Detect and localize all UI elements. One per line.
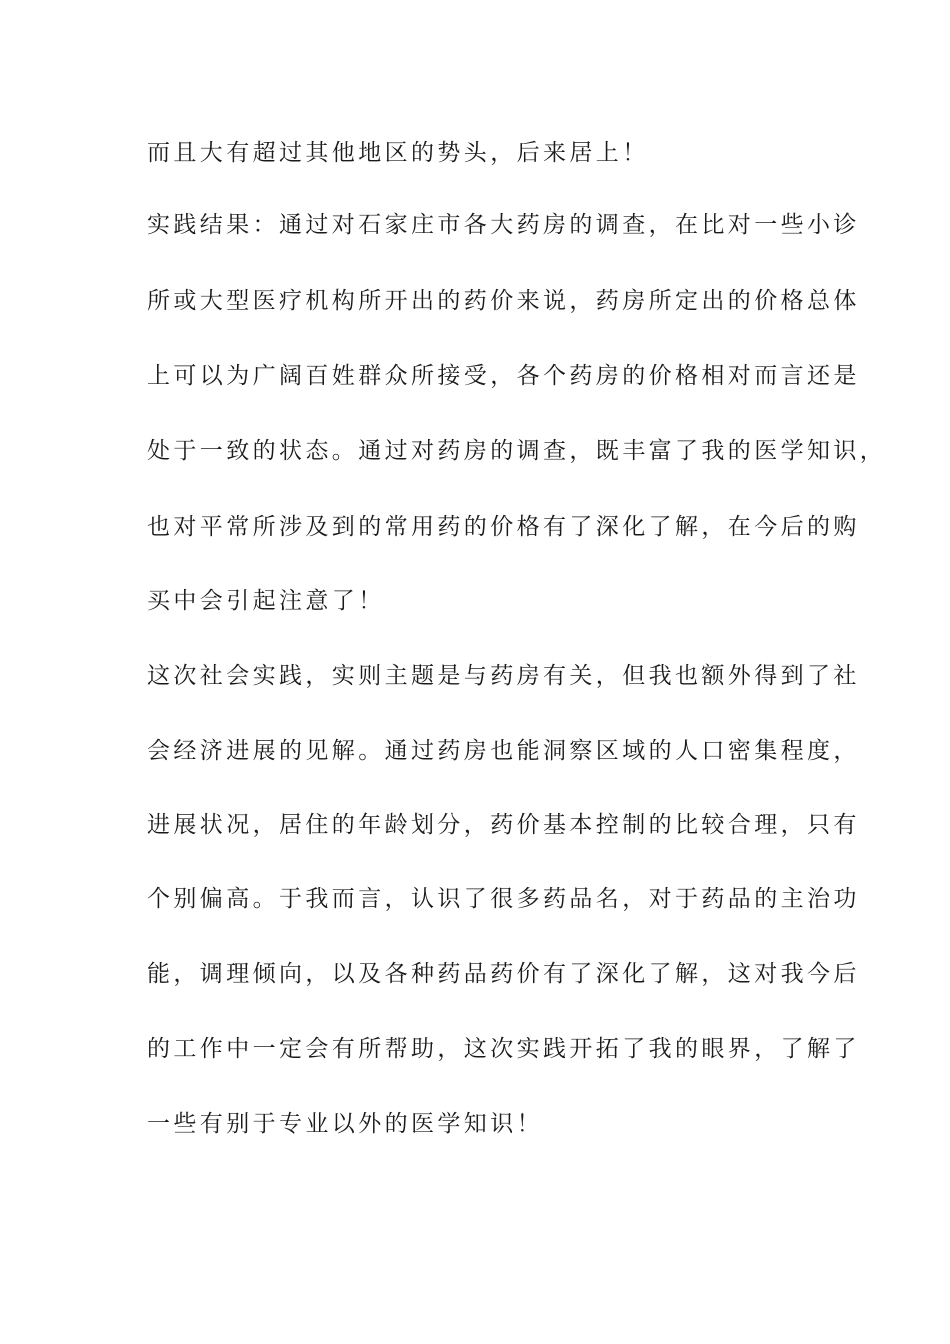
text-line: 进展状况，居住的年龄划分，药价基本控制的比较合理，只有 <box>147 812 860 838</box>
text-line: 也对平常所涉及到的常用药的价格有了深化了解，在今后的购 <box>147 514 860 540</box>
text-line: 一些有别于专业以外的医学知识！ <box>147 1111 543 1137</box>
text-line: 的工作中一定会有所帮助，这次实践开拓了我的眼界，了解了 <box>147 1036 860 1062</box>
text-line: 能，调理倾向，以及各种药品药价有了深化了解，这对我今后 <box>147 961 860 987</box>
text-line: 处于一致的状态。通过对药房的调查，既丰富了我的医学知识， <box>147 438 887 464</box>
text-line: 个别偏高。于我而言，认识了很多药品名，对于药品的主治功 <box>147 886 860 912</box>
text-line: 买中会引起注意了！ <box>147 588 385 614</box>
text-line: 所或大型医疗机构所开出的药价来说，药房所定出的价格总体 <box>147 288 860 314</box>
text-line: 实践结果：通过对石家庄市各大药房的调查，在比对一些小诊 <box>147 212 860 238</box>
text-line: 会经济进展的见解。通过药房也能洞察区域的人口密集程度， <box>147 738 860 764</box>
text-line: 而且大有超过其他地区的势头，后来居上！ <box>147 140 649 166</box>
text-line: 这次社会实践，实则主题是与药房有关，但我也额外得到了社 <box>147 663 860 689</box>
text-line: 上可以为广阔百姓群众所接受，各个药房的价格相对而言还是 <box>147 363 860 389</box>
